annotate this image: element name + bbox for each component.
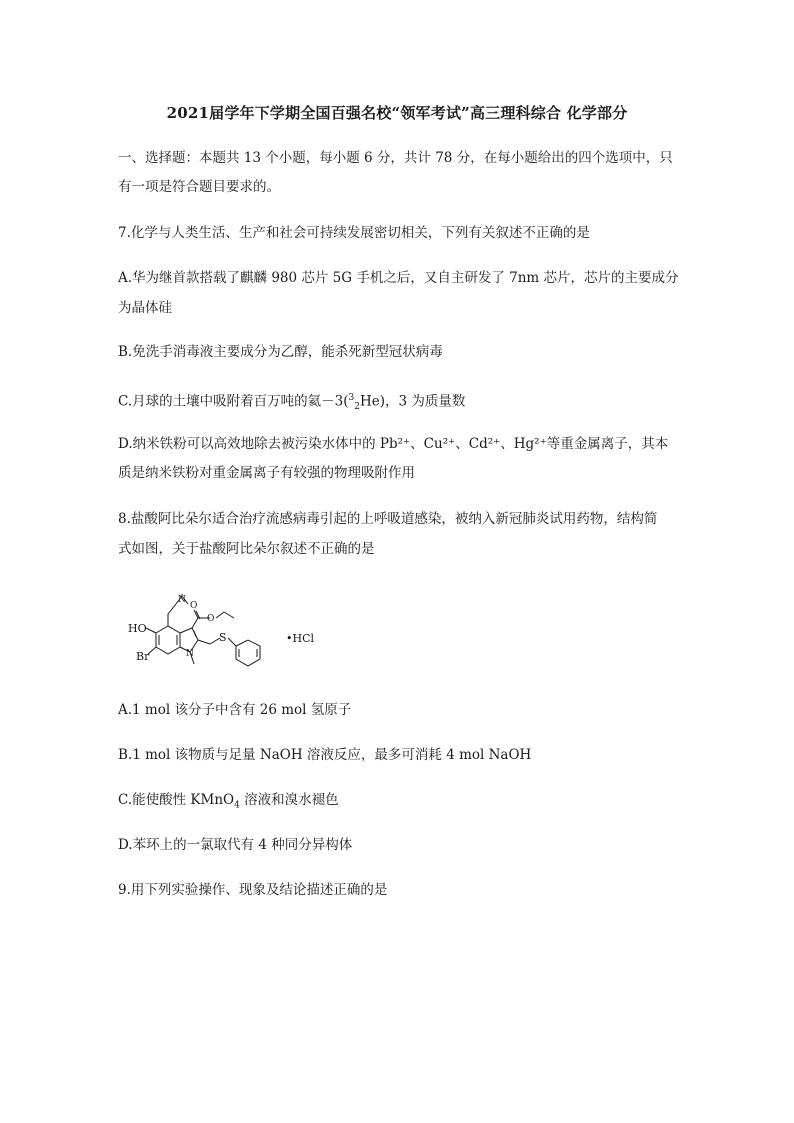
question-8-option-a: A.1 mol 该分子中含有 26 mol 氢原子 xyxy=(118,702,352,718)
option-c-text-pre: C.能使酸性 KMnO xyxy=(118,792,235,808)
page-title: 2021届学年下学期全国百强名校“领军考试”高三理科综合 化学部分 xyxy=(166,104,628,122)
question-7-option-a-line-1: A.华为继首款搭载了麒麟 980 芯片 5G 手机之后，又自主研发了 7nm 芯片，芯片的主要成分 xyxy=(118,270,679,286)
question-8-stem-line-1: 8.盐酸阿比朵尔适合治疗流感病毒引起的上呼吸道感染，被纳入新冠肺炎试用药物，结构简 xyxy=(118,511,658,527)
section-instruction-line-2: 有一项是符合题目要求的。 xyxy=(118,179,280,195)
question-7-option-c xyxy=(118,388,688,417)
question-7-option-d-line-2: 质是纳米铁粉对重金属离子有较强的物理吸附作用 xyxy=(118,465,415,481)
question-8-option-d: D.苯环上的一氯取代有 4 种同分异构体 xyxy=(118,837,353,853)
arbidol-structure-diagram xyxy=(118,594,328,686)
option-c-text-post: 溶液和溴水褪色 xyxy=(239,792,339,808)
question-8-option-b: B.1 mol 该物质与足量 NaOH 溶液反应，最多可消耗 4 mol NaOH xyxy=(118,747,532,763)
hcl-salt-label: •HCl xyxy=(286,632,315,645)
permanganate-subscript: 4 xyxy=(234,800,240,811)
hydroxyl-label: HO xyxy=(128,622,147,635)
bromo-label: Br xyxy=(136,650,150,663)
amine-nitrogen-label: N xyxy=(178,595,186,605)
question-9-stem: 9.用下列实验操作、现象及结论描述正确的是 xyxy=(118,882,388,898)
mass-number: 3 xyxy=(348,393,355,403)
sulfur-label: S xyxy=(219,631,227,644)
option-c-text-post: He)，3 为质量数 xyxy=(359,393,466,410)
carbonyl-oxygen-label: O xyxy=(190,601,198,611)
ester-oxygen-label: O xyxy=(207,614,215,624)
question-8-option-c xyxy=(118,790,688,816)
question-7-option-a-line-2: 为晶体硅 xyxy=(118,300,172,316)
question-8-stem-line-2: 式如图，关于盐酸阿比朵尔叙述不正确的是 xyxy=(118,541,375,557)
question-7-option-b: B.免洗手消毒液主要成分为乙醇，能杀死新型冠状病毒 xyxy=(118,344,443,360)
atomic-number: 2 xyxy=(354,402,360,413)
question-7-stem: 7.化学与人类生活、生产和社会可持续发展密切相关，下列有关叙述不正确的是 xyxy=(118,225,590,241)
question-7-option-d-line-1: D.纳米铁粉可以高效地除去被污染水体中的 Pb²⁺、Cu²⁺、Cd²⁺、Hg²⁺等重金属离子，其本 xyxy=(118,436,669,452)
indole-nitrogen-label: N xyxy=(186,649,194,659)
section-instruction-line-1: 一、选择题：本题共 13 个小题，每小题 6 分，共计 78 分，在每小题给出的四个选项中，只 xyxy=(118,150,673,166)
option-c-text-pre: C.月球的土壤中吸附着百万吨的氦－3( xyxy=(118,393,349,410)
